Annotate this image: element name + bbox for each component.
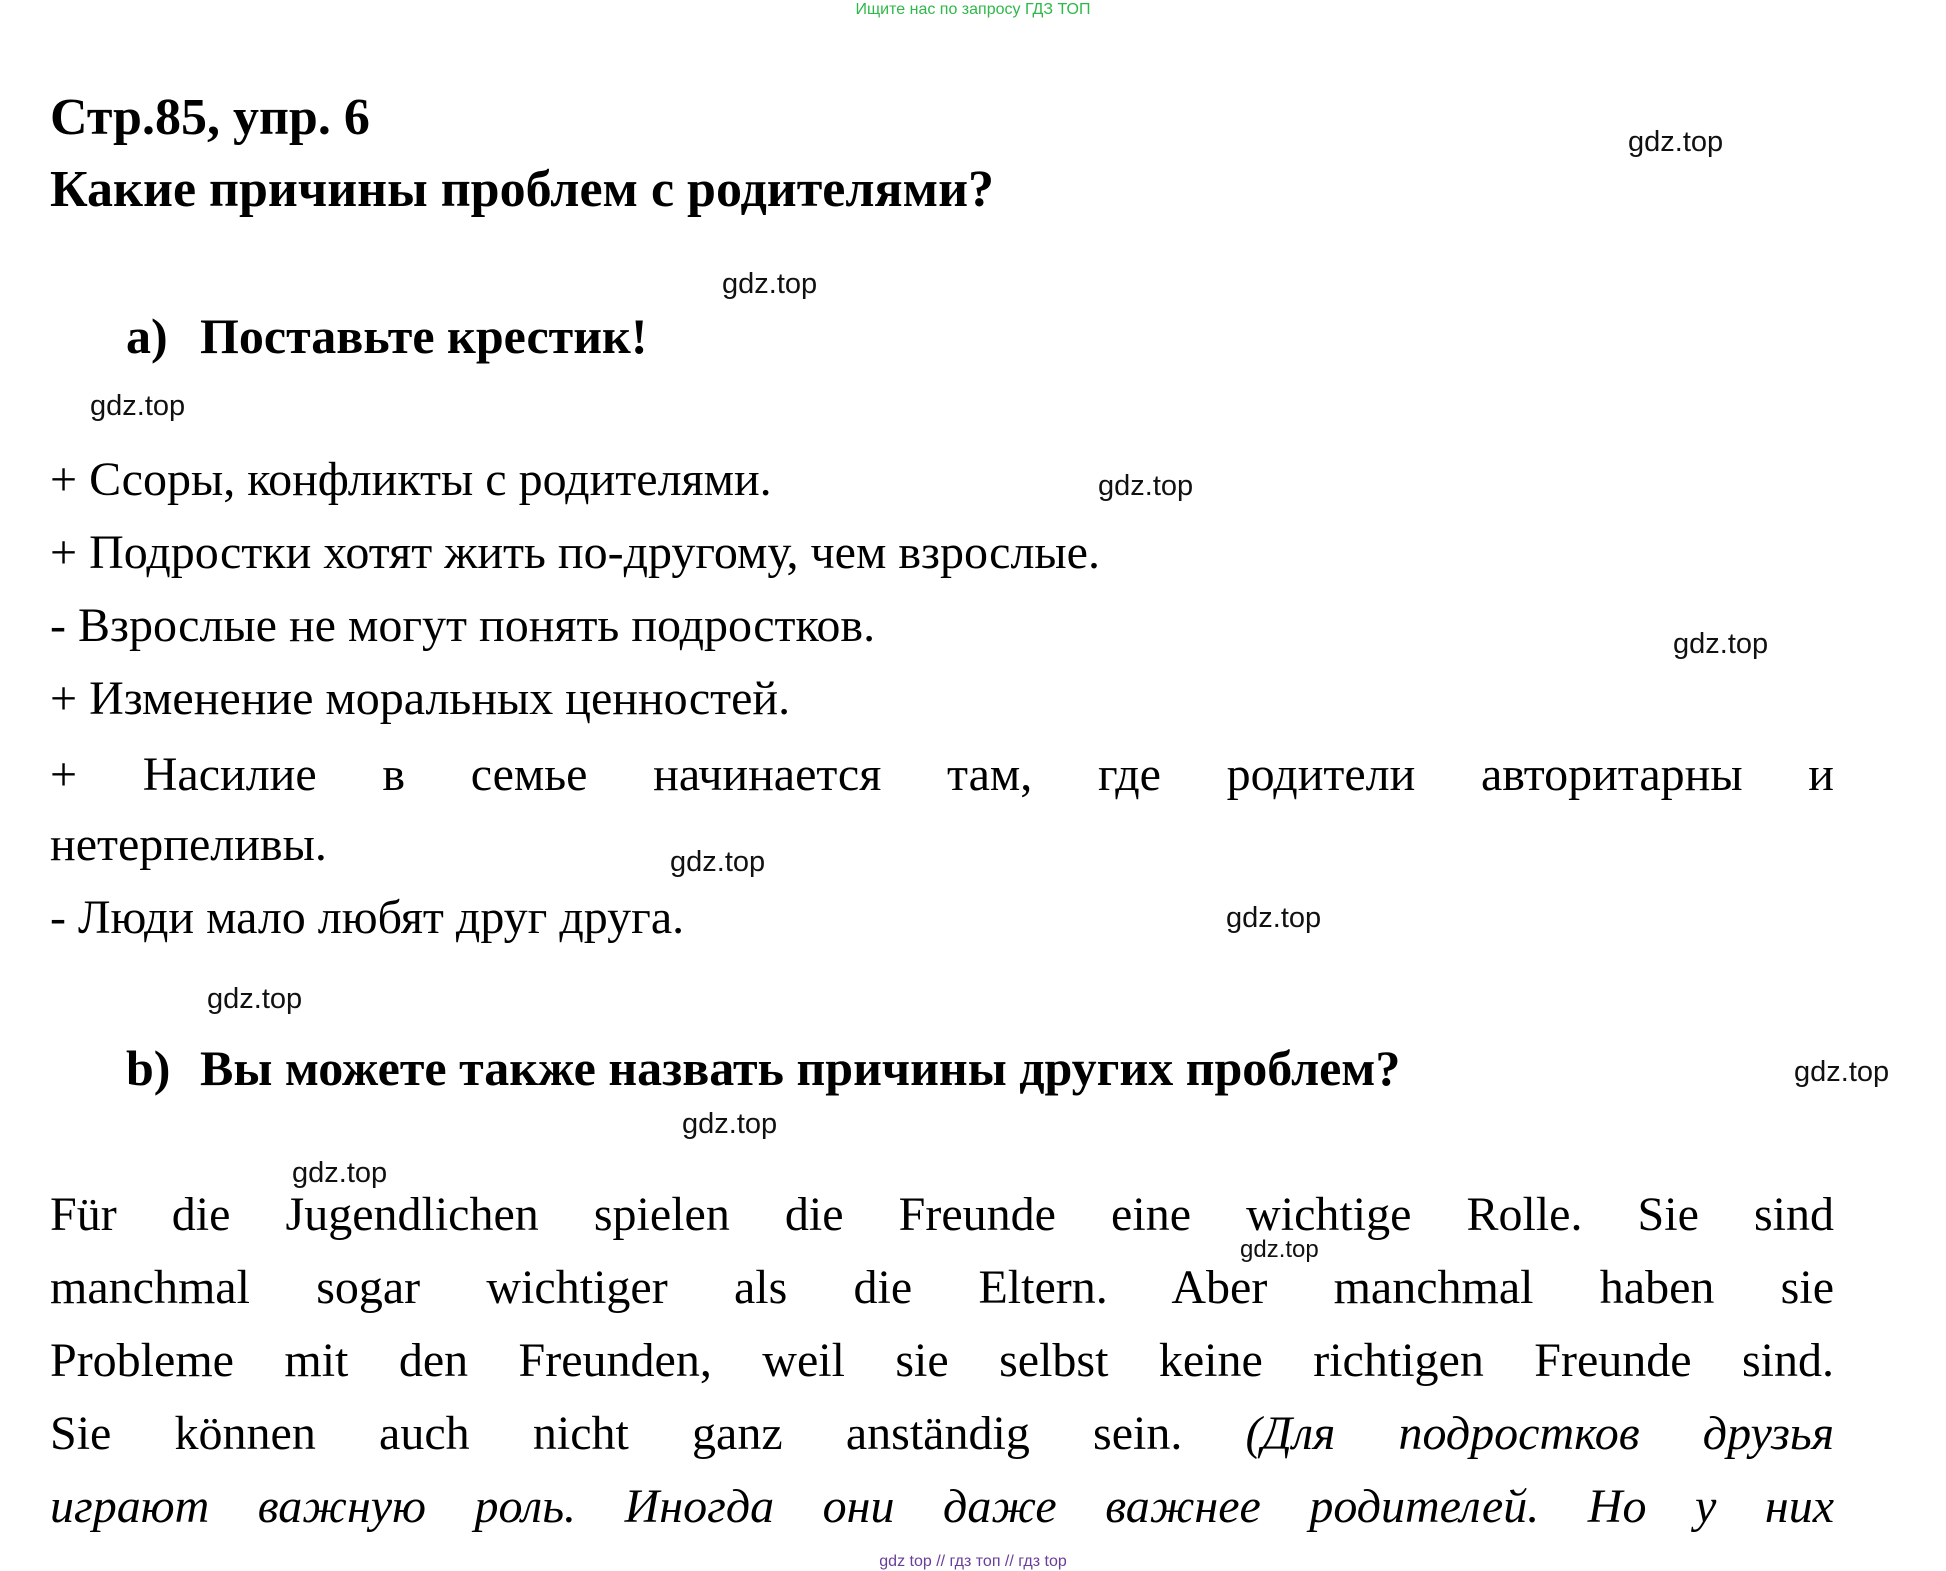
watermark-text: gdz.top — [1628, 126, 1724, 158]
watermark-text: gdz.top — [682, 1108, 778, 1140]
list-item: - Взрослые не могут понять подростков. — [50, 599, 876, 652]
answer-line-mixed — [50, 1407, 1834, 1460]
watermark-text: gdz.top — [1673, 628, 1769, 660]
part-b-heading: Вы можете также назвать причины других проблем? — [200, 1040, 1401, 1096]
part-a-letter: a) — [126, 308, 168, 364]
watermark-text: gdz.top — [207, 983, 303, 1015]
watermark-text: gdz.top — [1794, 1056, 1890, 1088]
list-item: + Ссоры, конфликты с родителями. — [50, 453, 772, 506]
page-title: Стр.85, упр. 6 — [50, 89, 370, 146]
watermark-text: gdz.top — [670, 846, 766, 878]
answer-line-russian: играют важную роль. Иногда они даже важнее родителей. Но у них — [50, 1480, 1834, 1533]
watermark-text: gdz.top — [1098, 470, 1194, 502]
watermark-text: gdz.top — [1240, 1236, 1319, 1263]
watermark-text: gdz.top — [90, 390, 186, 422]
list-item: + Подростки хотят жить по-другому, чем взрослые. — [50, 526, 1100, 579]
watermark-text: gdz.top — [722, 268, 818, 300]
answer-line-german: Sie können auch nicht ganz anständig sein. — [50, 1407, 1183, 1460]
answer-line-russian: (Для подростков друзья — [1245, 1407, 1834, 1460]
part-a-heading: Поставьте крестик! — [200, 308, 648, 364]
list-item: + Насилие в семье начинается там, где родители авторитарны и — [50, 748, 1834, 801]
list-item-continuation: нетерпеливы. — [50, 818, 327, 871]
top-banner-text: Ищите нас по запросу ГДЗ ТОП — [855, 1, 1091, 18]
watermark-text: gdz.top — [292, 1157, 388, 1189]
part-b-letter: b) — [126, 1040, 171, 1096]
exercise-question: Какие причины проблем с родителями? — [50, 161, 995, 218]
list-item: + Изменение моральных ценностей. — [50, 672, 791, 725]
watermark-text: gdz.top — [1226, 902, 1322, 934]
footer-text: gdz top // гдз топ // гдз top — [879, 1553, 1067, 1570]
answer-line: Probleme mit den Freunden, weil sie selbst keine richtigen Freunde sind. — [50, 1334, 1834, 1387]
answer-line: manchmal sogar wichtiger als die Eltern. Aber manchmal haben sie — [50, 1261, 1834, 1314]
answer-line: Für die Jugendlichen spielen die Freunde eine wichtige Rolle. Sie sind — [50, 1188, 1834, 1241]
list-item: - Люди мало любят друг друга. — [50, 891, 685, 944]
